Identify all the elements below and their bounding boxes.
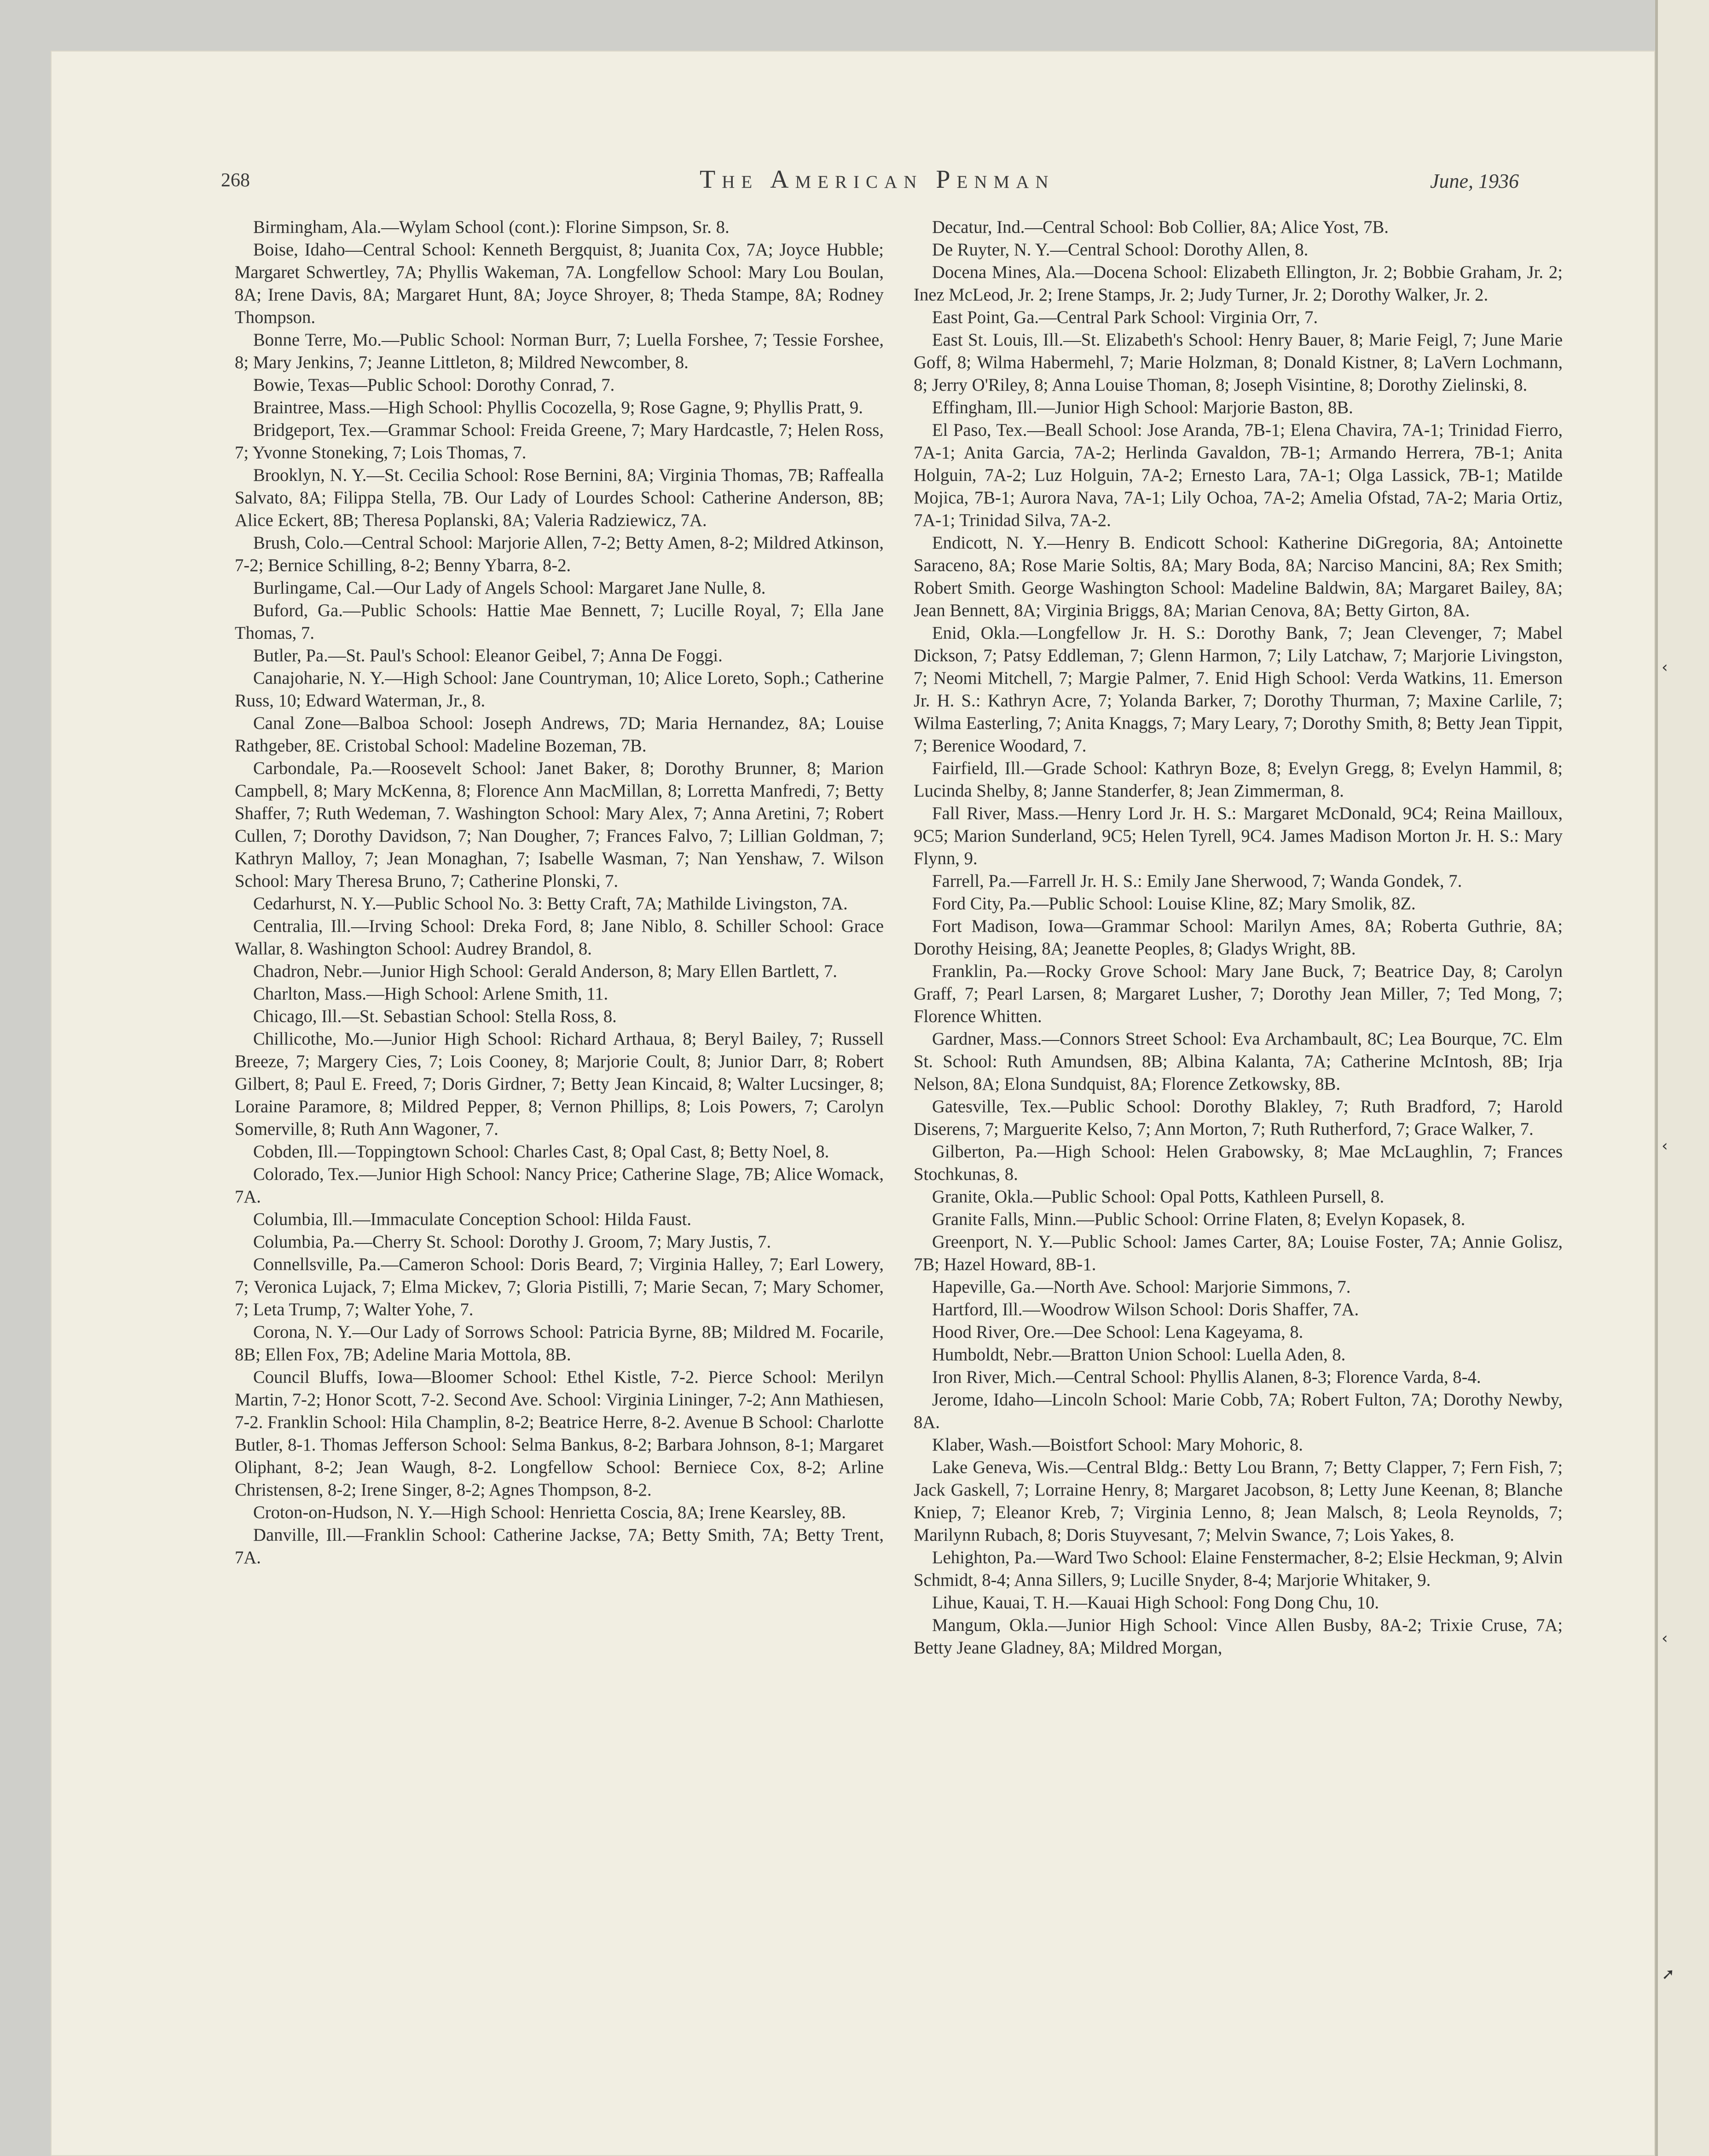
directory-entry: Buford, Ga.—Public Schools: Hattie Mae Bennett, 7; Lucille Royal, 7; Ella Jane Thomas, 7. bbox=[235, 601, 884, 643]
directory-entry: Farrell, Pa.—Farrell Jr. H. S.: Emily Jane Sherwood, 7; Wanda Gondek, 7. bbox=[932, 872, 1462, 891]
directory-entry: Burlingame, Cal.—Our Lady of Angels School: Margaret Jane Nulle, 8. bbox=[253, 578, 766, 598]
directory-entry: Cedarhurst, N. Y.—Public School No. 3: Betty Craft, 7A; Mathilde Livingston, 7A. bbox=[253, 894, 848, 913]
left-column bbox=[235, 216, 884, 1569]
directory-entry: Bowie, Texas—Public School: Dorothy Conrad, 7. bbox=[253, 376, 615, 395]
directory-entry: Butler, Pa.—St. Paul's School: Eleanor Geibel, 7; Anna De Foggi. bbox=[253, 646, 723, 665]
right-column bbox=[914, 216, 1563, 1659]
directory-entry: Klaber, Wash.—Boistfort School: Mary Mohoric, 8. bbox=[932, 1435, 1303, 1455]
margin-mark: ‹ bbox=[1662, 658, 1668, 676]
directory-entry: Centralia, Ill.—Irving School: Dreka Ford, 8; Jane Niblo, 8. Schiller School: Grace Wallar, 8. Washington School: Audrey Brandol, 8. bbox=[235, 917, 884, 959]
directory-entry: Canal Zone—Balboa School: Joseph Andrews, 7D; Maria Hernandez, 8A; Louise Rathgeber, 8E. Cristobal School: Madeline Bozeman, 7B. bbox=[235, 714, 884, 756]
directory-entry: Mangum, Okla.—Junior High School: Vince Allen Busby, 8A-2; Trixie Cruse, 7A; Betty Jeane Gladney, 8A; Mildred Morgan, bbox=[914, 1616, 1563, 1658]
directory-entry: Carbondale, Pa.—Roosevelt School: Janet Baker, 8; Dorothy Brunner, 8; Marion Campbell, 8; Mary McKenna, 8; Florence Ann MacMillan, 8; Lorretta Manfredi, 7; Betty Shaffer, 7; Ruth Wedeman, 7. Washington School: Mary Alex, 7; Anna Aretini, 7; Robert Cullen, 7; Dorothy Davidson, 7; Nan Dougher, 7; Frances Falvo, 7; Lillian Goldman, 7; Kathryn Malloy, 7; Jean Monaghan, 7; Isabelle Wasman, 7; Nan Yenshaw, 7. Wilson School: Mary Theresa Bruno, 7; Catherine Plonski, 7. bbox=[235, 759, 884, 891]
directory-entry: Chadron, Nebr.—Junior High School: Gerald Anderson, 8; Mary Ellen Bartlett, 7. bbox=[253, 962, 837, 981]
directory-entry: Greenport, N. Y.—Public School: James Carter, 8A; Louise Foster, 7A; Annie Golisz, 7B; Hazel Howard, 8B-1. bbox=[914, 1232, 1563, 1274]
directory-entry: Chicago, Ill.—St. Sebastian School: Stella Ross, 8. bbox=[253, 1007, 617, 1026]
directory-entry: Brooklyn, N. Y.—St. Cecilia School: Rose Bernini, 8A; Virginia Thomas, 7B; Raffealla Salvato, 8A; Filippa Stella, 7B. Our Lady of Lourdes School: Catherine Anderson, 8B; Alice Eckert, 8B; Theresa Poplanski, 8A; Valeria Radziewicz, 7A. bbox=[235, 466, 884, 530]
directory-entry: Columbia, Ill.—Immaculate Conception School: Hilda Faust. bbox=[253, 1210, 691, 1229]
directory-entry: Franklin, Pa.—Rocky Grove School: Mary Jane Buck, 7; Beatrice Day, 8; Carolyn Graff, 7; Pearl Larsen, 8; Margaret Lusher, 7; Dorothy Jean Miller, 7; Ted Mong, 7; Florence Whitten. bbox=[914, 962, 1563, 1026]
directory-entry: Gilberton, Pa.—High School: Helen Grabowsky, 8; Mae McLaughlin, 7; Frances Stochkunas, 8. bbox=[914, 1142, 1563, 1184]
directory-entry: Endicott, N. Y.—Henry B. Endicott School: Katherine DiGregoria, 8A; Antoinette Saraceno, 8A; Rose Marie Soltis, 8A; Mary Boda, 8A; Narciso Mancini, 8A; Rex Smith; Robert Smith. George Washington School: Madeline Baldwin, 8A; Margaret Bailey, 8A; Jean Bennett, 8A; Virginia Briggs, 8A; Marian Cenova, 8A; Betty Girton, 8A. bbox=[914, 533, 1563, 620]
journal-title: The American Penman bbox=[700, 165, 1055, 194]
directory-entry: Hapeville, Ga.—North Ave. School: Marjorie Simmons, 7. bbox=[932, 1277, 1351, 1297]
page-header bbox=[221, 165, 1519, 206]
directory-entry: Columbia, Pa.—Cherry St. School: Dorothy J. Groom, 7; Mary Justis, 7. bbox=[253, 1232, 771, 1252]
directory-entry: Ford City, Pa.—Public School: Louise Kline, 8Z; Mary Smolik, 8Z. bbox=[932, 894, 1416, 913]
directory-entry: Granite Falls, Minn.—Public School: Orrine Flaten, 8; Evelyn Kopasek, 8. bbox=[932, 1210, 1466, 1229]
directory-entry: Brush, Colo.—Central School: Marjorie Allen, 7-2; Betty Amen, 8-2; Mildred Atkinson, 7-2; Bernice Schilling, 8-2; Benny Ybarra, 8-2. bbox=[235, 533, 884, 575]
directory-entry: East Point, Ga.—Central Park School: Virginia Orr, 7. bbox=[932, 308, 1318, 327]
directory-entry: Granite, Okla.—Public School: Opal Potts, Kathleen Pursell, 8. bbox=[932, 1187, 1385, 1207]
directory-entry: Jerome, Idaho—Lincoln School: Marie Cobb, 7A; Robert Fulton, 7A; Dorothy Newby, 8A. bbox=[914, 1390, 1563, 1432]
directory-entry: El Paso, Tex.—Beall School: Jose Aranda, 7B-1; Elena Chavira, 7A-1; Trinidad Fierro, 7A-1; Anita Garcia, 7A-2; Herlinda Gavaldon, 7B-1; Armando Herrera, 7B-1; Anita Holguin, 7A-2; Luz Holguin, 7A-2; Ernesto Lara, 7A-1; Olga Lassick, 7B-1; Matilde Mojica, 7B-1; Aurora Nava, 7A-1; Lily Ochoa, 7A-2; Amelia Ofstad, 7A-2; Maria Ortiz, 7A-1; Trinidad Silva, 7A-2. bbox=[914, 421, 1563, 530]
directory-entry: Lake Geneva, Wis.—Central Bldg.: Betty Lou Brann, 7; Betty Clapper, 7; Fern Fish, 7; Jack Gaskell, 7; Lorraine Henry, 8; Margaret Jacobson, 8; Letty June Keenan, 8; Blanche Kniep, 7; Eleanor Kreb, 7; Virginia Lenno, 8; Jean Malsch, 8; Leola Reynolds, 7; Marilynn Rubach, 8; Doris Stuyvesant, 7; Melvin Swance, 7; Lois Yakes, 8. bbox=[914, 1458, 1563, 1545]
directory-entry: Lehighton, Pa.—Ward Two School: Elaine Fenstermacher, 8-2; Elsie Heckman, 9; Alvin Schmidt, 8-4; Anna Sillers, 9; Lucille Snyder, 8-4; Marjorie Whitaker, 9. bbox=[914, 1548, 1563, 1590]
directory-entry: Effingham, Ill.—Junior High School: Marjorie Baston, 8B. bbox=[932, 398, 1353, 417]
directory-entry: Enid, Okla.—Longfellow Jr. H. S.: Dorothy Bank, 7; Jean Clevenger, 7; Mabel Dickson, 7; Patsy Eddleman, 7; Glenn Harmon, 7; Lily Latchaw, 7; Marjorie Livingston, 7; Neomi Mitchell, 7; Margie Palmer, 7. Enid High School: Verda Watkins, 11. Emerson Jr. H. S.: Kathryn Acre, 7; Yolanda Barker, 7; Dorothy Thurman, 7; Maxine Carlile, 7; Wilma Easterling, 7; Anita Knaggs, 7; Mary Leary, 7; Dorothy Smith, 8; Betty Jean Tippit, 7; Berenice Woodard, 7. bbox=[914, 624, 1563, 756]
directory-entry: De Ruyter, N. Y.—Central School: Dorothy Allen, 8. bbox=[932, 240, 1309, 260]
directory-entry: Chillicothe, Mo.—Junior High School: Richard Arthaua, 8; Beryl Bailey, 7; Russell Breeze, 7; Margery Cies, 7; Lois Cooney, 8; Marjorie Coult, 8; Junior Darr, 8; Robert Gilbert, 8; Paul E. Freed, 7; Doris Girdner, 7; Betty Jean Kincaid, 8; Walter Lucsinger, 8; Loraine Paramore, 8; Mildred Pepper, 8; Vernon Phillips, 8; Lois Powers, 7; Carolyn Somerville, 8; Ruth Ann Wagoner, 7. bbox=[235, 1029, 884, 1139]
directory-entry: Hood River, Ore.—Dee School: Lena Kageyama, 8. bbox=[932, 1323, 1303, 1342]
directory-entry: Birmingham, Ala.—Wylam School (cont.): Florine Simpson, Sr. 8. bbox=[253, 218, 730, 237]
margin-mark: ‹ bbox=[1662, 1137, 1668, 1155]
directory-entry: Charlton, Mass.—High School: Arlene Smith, 11. bbox=[253, 984, 608, 1004]
directory-entry: Cobden, Ill.—Toppingtown School: Charles Cast, 8; Opal Cast, 8; Betty Noel, 8. bbox=[253, 1142, 829, 1162]
directory-entry: Colorado, Tex.—Junior High School: Nancy Price; Catherine Slage, 7B; Alice Womack, 7A. bbox=[235, 1165, 884, 1207]
page-number: 268 bbox=[221, 170, 250, 191]
margin-mark: ➚ bbox=[1662, 1965, 1675, 1983]
directory-entry: Iron River, Mich.—Central School: Phyllis Alanen, 8-3; Florence Varda, 8-4. bbox=[932, 1368, 1481, 1387]
issue-date: June, 1936 bbox=[1430, 170, 1519, 192]
directory-entry: Council Bluffs, Iowa—Bloomer School: Ethel Kistle, 7-2. Pierce School: Merilyn Martin, 7-2; Honor Scott, 7-2. Second Ave. School: Virginia Lininger, 7-2; Ann Mathiesen, 7-2. Franklin School: Hila Champlin, 8-2; Beatrice Herre, 8-2. Avenue B School: Charlotte Butler, 8-1. Thomas Jefferson School: Selma Bankus, 8-2; Barbara Johnson, 8-1; Margaret Oliphant, 8-2; Jean Waugh, 8-2. Longfellow School: Berniece Cox, 8-2; Arline Christensen, 8-2; Irene Singer, 8-2; Agnes Thompson, 8-2. bbox=[235, 1368, 884, 1500]
directory-entry: Gardner, Mass.—Connors Street School: Eva Archambault, 8C; Lea Bourque, 7C. Elm St. School: Ruth Amundsen, 8B; Albina Kalanta, 7A; Catherine McIntosh, 8B; Irja Nelson, 8A; Elona Sundquist, 8A; Florence Zetkowsky, 8B. bbox=[914, 1029, 1563, 1094]
directory-entry: Braintree, Mass.—High School: Phyllis Cocozella, 9; Rose Gagne, 9; Phyllis Pratt, 9. bbox=[253, 398, 863, 417]
directory-entry: Humboldt, Nebr.—Bratton Union School: Luella Aden, 8. bbox=[932, 1345, 1346, 1364]
margin-mark: ‹ bbox=[1662, 1629, 1668, 1647]
directory-entry: Canajoharie, N. Y.—High School: Jane Countryman, 10; Alice Loreto, Soph.; Catherine Russ, 10; Edward Waterman, Jr., 8. bbox=[235, 669, 884, 711]
directory-entry: Boise, Idaho—Central School: Kenneth Bergquist, 8; Juanita Cox, 7A; Joyce Hubble; Margaret Schwertley, 7A; Phyllis Wakeman, 7A. Longfellow School: Mary Lou Boulan, 8A; Irene Davis, 8A; Margaret Hunt, 8A; Joyce Shroyer, 8; Theda Stampe, 8A; Rodney Thompson. bbox=[235, 240, 884, 327]
directory-entry: Docena Mines, Ala.—Docena School: Elizabeth Ellington, Jr. 2; Bobbie Graham, Jr. 2; Inez McLeod, Jr. 2; Irene Stamps, Jr. 2; Judy Turner, Jr. 2; Dorothy Walker, Jr. 2. bbox=[914, 263, 1563, 305]
directory-entry: Bridgeport, Tex.—Grammar School: Freida Greene, 7; Mary Hardcastle, 7; Helen Ross, 7; Yvonne Stoneking, 7; Lois Thomas, 7. bbox=[235, 421, 884, 462]
directory-entry: Fall River, Mass.—Henry Lord Jr. H. S.: Margaret McDonald, 9C4; Reina Mailloux, 9C5; Marion Sunderland, 9C5; Helen Tyrell, 9C4. James Madison Morton Jr. H. S.: Mary Flynn, 9. bbox=[914, 804, 1563, 868]
directory-entry: Corona, N. Y.—Our Lady of Sorrows School: Patricia Byrne, 8B; Mildred M. Focarile, 8B; Ellen Fox, 7B; Adeline Maria Mottola, 8B. bbox=[235, 1323, 884, 1364]
directory-entry: Bonne Terre, Mo.—Public School: Norman Burr, 7; Luella Forshee, 7; Tessie Forshee, 8; Mary Jenkins, 7; Jeanne Littleton, 8; Mildred Newcomber, 8. bbox=[235, 330, 884, 372]
directory-entry: Hartford, Ill.—Woodrow Wilson School: Doris Shaffer, 7A. bbox=[932, 1300, 1359, 1319]
directory-entry: Connellsville, Pa.—Cameron School: Doris Beard, 7; Virginia Halley, 7; Earl Lowery, 7; Veronica Lujack, 7; Elma Mickev, 7; Gloria Pistilli, 7; Marie Secan, 7; Mary Schomer, 7; Leta Trump, 7; Walter Yohe, 7. bbox=[235, 1255, 884, 1319]
adjacent-page-edge bbox=[1655, 0, 1709, 2156]
directory-entry: Lihue, Kauai, T. H.—Kauai High School: Fong Dong Chu, 10. bbox=[932, 1593, 1379, 1613]
directory-entry: Gatesville, Tex.—Public School: Dorothy Blakley, 7; Ruth Bradford, 7; Harold Diserens, 7; Marguerite Kelso, 7; Ann Morton, 7; Ruth Rutherford, 7; Grace Walker, 7. bbox=[914, 1097, 1563, 1139]
directory-entry: East St. Louis, Ill.—St. Elizabeth's School: Henry Bauer, 8; Marie Feigl, 7; June Marie Goff, 8; Wilma Habermehl, 7; Marie Holzman, 8; Donald Kistner, 8; LaVern Lochmann, 8; Jerry O'Riley, 8; Anna Louise Thoman, 8; Joseph Visintine, 8; Dorothy Zielinski, 8. bbox=[914, 330, 1563, 395]
directory-entry: Decatur, Ind.—Central School: Bob Collier, 8A; Alice Yost, 7B. bbox=[932, 218, 1389, 237]
directory-entry: Croton-on-Hudson, N. Y.—High School: Henrietta Coscia, 8A; Irene Kearsley, 8B. bbox=[253, 1503, 846, 1522]
directory-entry: Fort Madison, Iowa—Grammar School: Marilyn Ames, 8A; Roberta Guthrie, 8A; Dorothy Heising, 8A; Jeanette Peoples, 8; Gladys Wright, 8B. bbox=[914, 917, 1563, 959]
directory-entry: Danville, Ill.—Franklin School: Catherine Jackse, 7A; Betty Smith, 7A; Betty Trent, 7A. bbox=[235, 1526, 884, 1567]
directory-entry: Fairfield, Ill.—Grade School: Kathryn Boze, 8; Evelyn Gregg, 8; Evelyn Hammil, 8; Lucinda Shelby, 8; Janne Standerfer, 8; Jean Zimmerman, 8. bbox=[914, 759, 1563, 801]
